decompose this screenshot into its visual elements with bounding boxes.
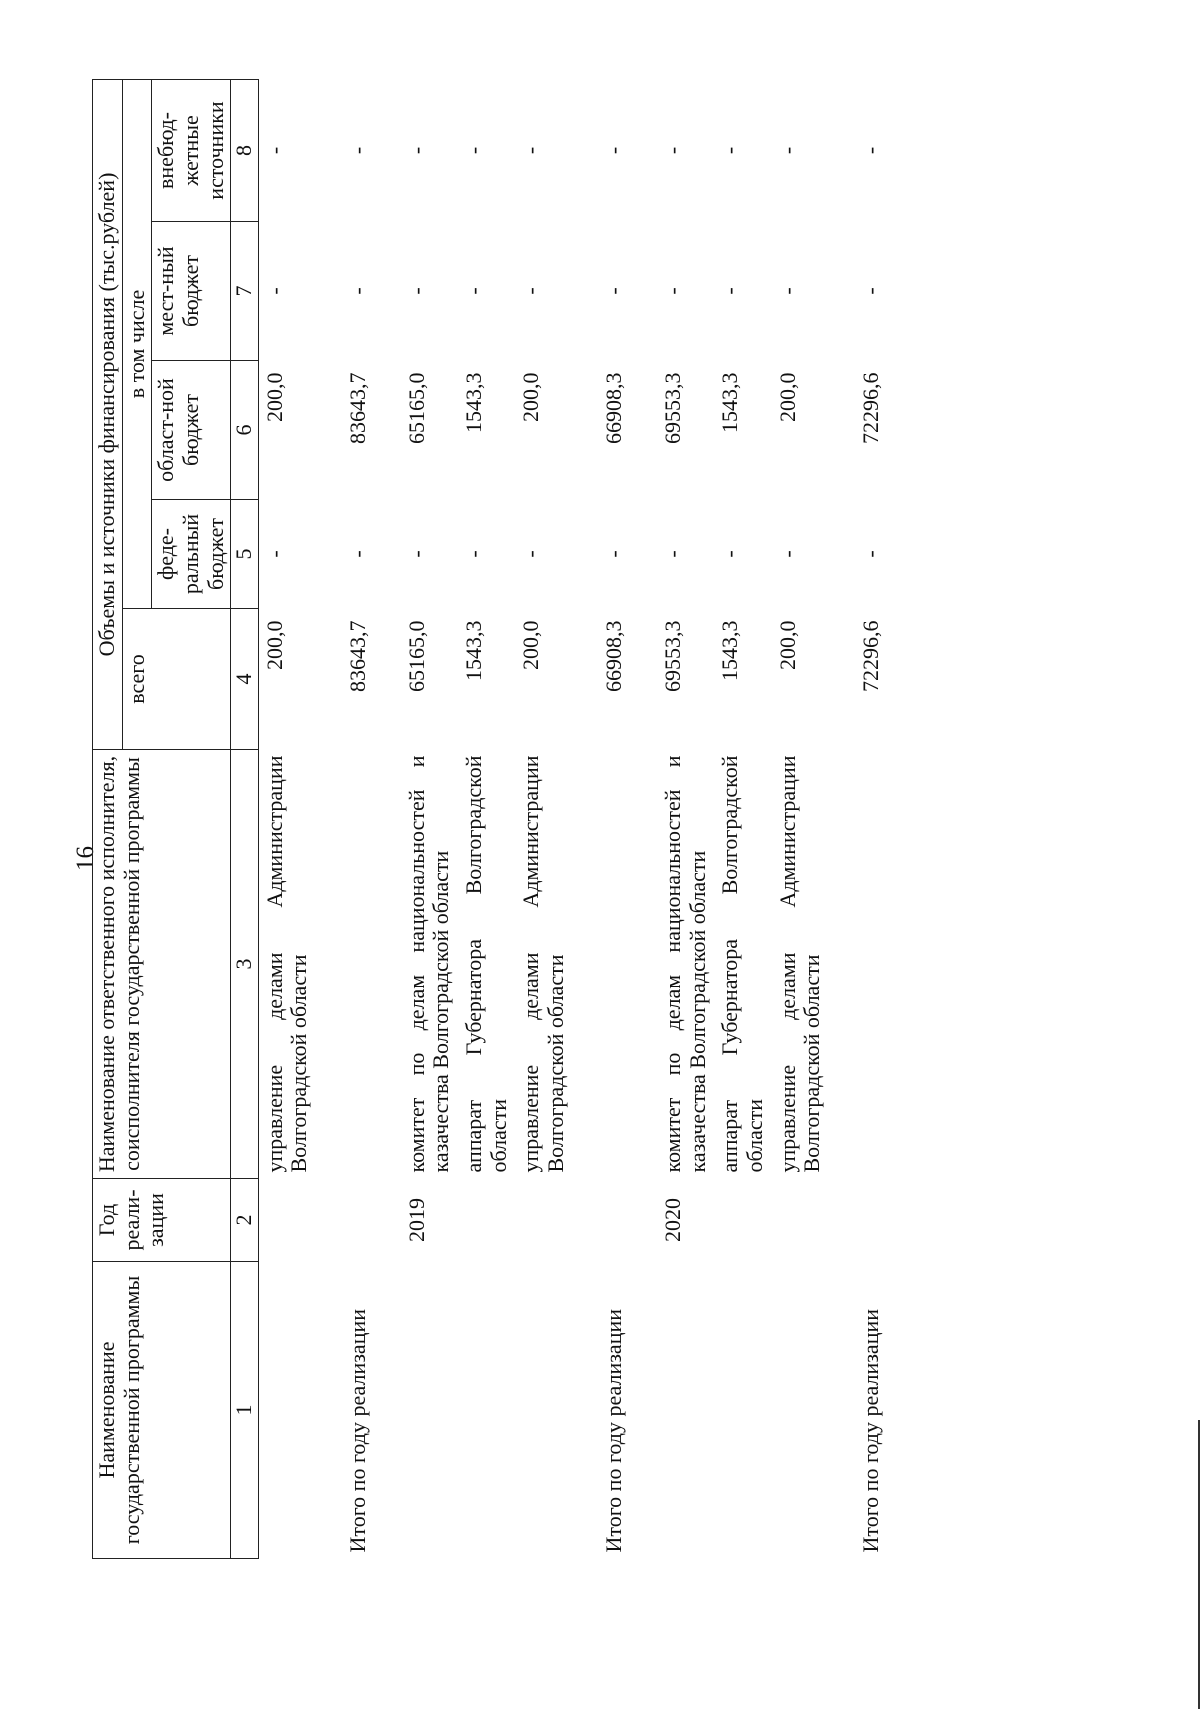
cell-program xyxy=(258,1262,316,1559)
cell-regional: 1543,3 xyxy=(460,372,486,433)
table-row xyxy=(258,79,316,1558)
cell-year: 2020 xyxy=(660,1198,685,1242)
cell-local: - xyxy=(261,287,287,295)
table-row xyxy=(714,79,771,1558)
cell-extra: - xyxy=(660,146,685,155)
header-executor: Наименование ответственного исполнителя, соисполнителя государственной программы xyxy=(93,750,231,1179)
cell-program xyxy=(375,1262,458,1559)
cell-federal: - xyxy=(460,550,486,558)
cell-local: - xyxy=(460,287,486,295)
table-row xyxy=(772,79,829,1558)
cell-program: Итого по году реализации xyxy=(345,1308,370,1553)
cell-total: 1543,3 xyxy=(717,620,743,681)
cell-executor: управление делами Администрации Волгоградской области xyxy=(261,755,312,1173)
cell-program: Итого по году реализации xyxy=(857,1308,883,1553)
cell-extra: - xyxy=(518,146,544,155)
cell-executor: управление делами Администрации Волгоградской области xyxy=(774,755,825,1173)
financing-table xyxy=(92,79,887,1559)
cell-year: 2019 xyxy=(403,1198,429,1242)
cell-extra: - xyxy=(774,146,800,155)
cell-regional: 72296,6 xyxy=(857,372,883,444)
cell-regional: 1543,3 xyxy=(717,372,743,433)
header-year: Год реали-зации xyxy=(93,1179,231,1262)
cell-extra: - xyxy=(601,146,627,155)
cell-local: - xyxy=(774,287,800,295)
cell-regional: 200,0 xyxy=(261,372,287,422)
cell-regional: 200,0 xyxy=(518,372,544,422)
col-number: 2 xyxy=(231,1179,259,1262)
cell-total: 69553,3 xyxy=(660,620,685,692)
header-regional: област-ной бюджет xyxy=(152,361,231,500)
cell-year xyxy=(714,1179,771,1262)
cell-year xyxy=(572,1179,631,1262)
page-number: 16 xyxy=(72,846,99,871)
cell-program xyxy=(515,1262,572,1559)
table-body xyxy=(258,79,887,1558)
cell-executor: аппарат Губернатора Волгоградской области xyxy=(460,755,511,1173)
cell-regional: 66908,3 xyxy=(601,372,627,444)
col-number: 1 xyxy=(231,1262,259,1559)
header-including: в том числе xyxy=(122,79,152,608)
col-number: 5 xyxy=(231,500,259,609)
table-header xyxy=(93,79,259,1558)
header-program: Наименование государственной программы xyxy=(93,1262,231,1559)
cell-program xyxy=(631,1262,714,1559)
col-number: 8 xyxy=(231,79,259,221)
col-number: 7 xyxy=(231,222,259,361)
cell-local: - xyxy=(660,287,685,295)
table-row xyxy=(458,79,515,1558)
cell-regional: 65165,0 xyxy=(403,372,429,444)
cell-federal: - xyxy=(345,550,370,558)
column-number-row xyxy=(231,79,259,1558)
cell-total: 200,0 xyxy=(774,620,800,670)
table-row xyxy=(515,79,572,1558)
cell-extra: - xyxy=(460,146,486,155)
cell-local: - xyxy=(345,287,370,295)
cell-total: 200,0 xyxy=(518,620,544,670)
cell-total: 1543,3 xyxy=(460,620,486,681)
cell-federal: - xyxy=(717,550,743,558)
cell-federal: - xyxy=(857,550,883,558)
cell-year xyxy=(258,1179,316,1262)
cell-year xyxy=(515,1179,572,1262)
cell-federal: - xyxy=(660,550,685,558)
col-number: 4 xyxy=(231,609,259,750)
cell-extra: - xyxy=(857,146,883,155)
cell-program xyxy=(772,1262,829,1559)
table-row xyxy=(631,79,714,1558)
cell-executor: аппарат Губернатора Волгоградской области xyxy=(717,755,767,1173)
cell-extra: - xyxy=(717,146,743,155)
cell-local: - xyxy=(717,287,743,295)
cell-year xyxy=(316,1179,375,1262)
cell-local: - xyxy=(857,287,883,295)
cell-federal: - xyxy=(403,550,429,558)
cell-federal: - xyxy=(774,550,800,558)
header-local: мест-ный бюджет xyxy=(152,222,231,361)
cell-year xyxy=(772,1179,829,1262)
cell-year xyxy=(829,1179,888,1262)
cell-local: - xyxy=(403,287,429,295)
cell-executor: комитет по делам национальностей и казачества Волгоградской области xyxy=(403,755,454,1173)
col-number: 3 xyxy=(231,750,259,1179)
cell-total: 65165,0 xyxy=(403,620,429,692)
header-financing: Объемы и источники финансирования (тыс.рублей) xyxy=(93,79,123,749)
cell-executor xyxy=(316,750,375,1179)
cell-year xyxy=(458,1179,515,1262)
table-row-total xyxy=(829,79,888,1558)
cell-regional: 83643,7 xyxy=(345,372,370,444)
cell-federal: - xyxy=(518,550,544,558)
cell-total: 200,0 xyxy=(261,620,287,670)
cell-local: - xyxy=(601,287,627,295)
cell-local: - xyxy=(518,287,544,295)
cell-regional: 69553,3 xyxy=(660,372,685,444)
cell-total: 66908,3 xyxy=(601,620,627,692)
table-row-total xyxy=(572,79,631,1558)
table-row xyxy=(375,79,458,1558)
cell-extra: - xyxy=(345,146,370,155)
cell-program xyxy=(714,1262,771,1559)
col-number: 6 xyxy=(231,361,259,500)
header-total: всего xyxy=(122,609,231,750)
cell-program xyxy=(458,1262,515,1559)
cell-executor xyxy=(572,750,631,1179)
cell-extra: - xyxy=(403,146,429,155)
cell-executor: управление делами Администрации Волгоградской области xyxy=(518,755,568,1173)
cell-regional: 200,0 xyxy=(774,372,800,422)
cell-executor xyxy=(829,750,888,1179)
cell-program: Итого по году реализации xyxy=(601,1308,627,1553)
cell-extra: - xyxy=(261,146,287,155)
table-row-total xyxy=(316,79,375,1558)
cell-executor: комитет по делам национальностей и казачества Волгоградской области xyxy=(660,755,710,1173)
cell-total: 72296,6 xyxy=(857,620,883,692)
cell-federal: - xyxy=(601,550,627,558)
header-extra: внебюд-жетные источники xyxy=(152,79,231,221)
cell-federal: - xyxy=(261,550,287,558)
cell-total: 83643,7 xyxy=(345,620,370,692)
header-federal: феде-ральный бюджет xyxy=(152,500,231,609)
